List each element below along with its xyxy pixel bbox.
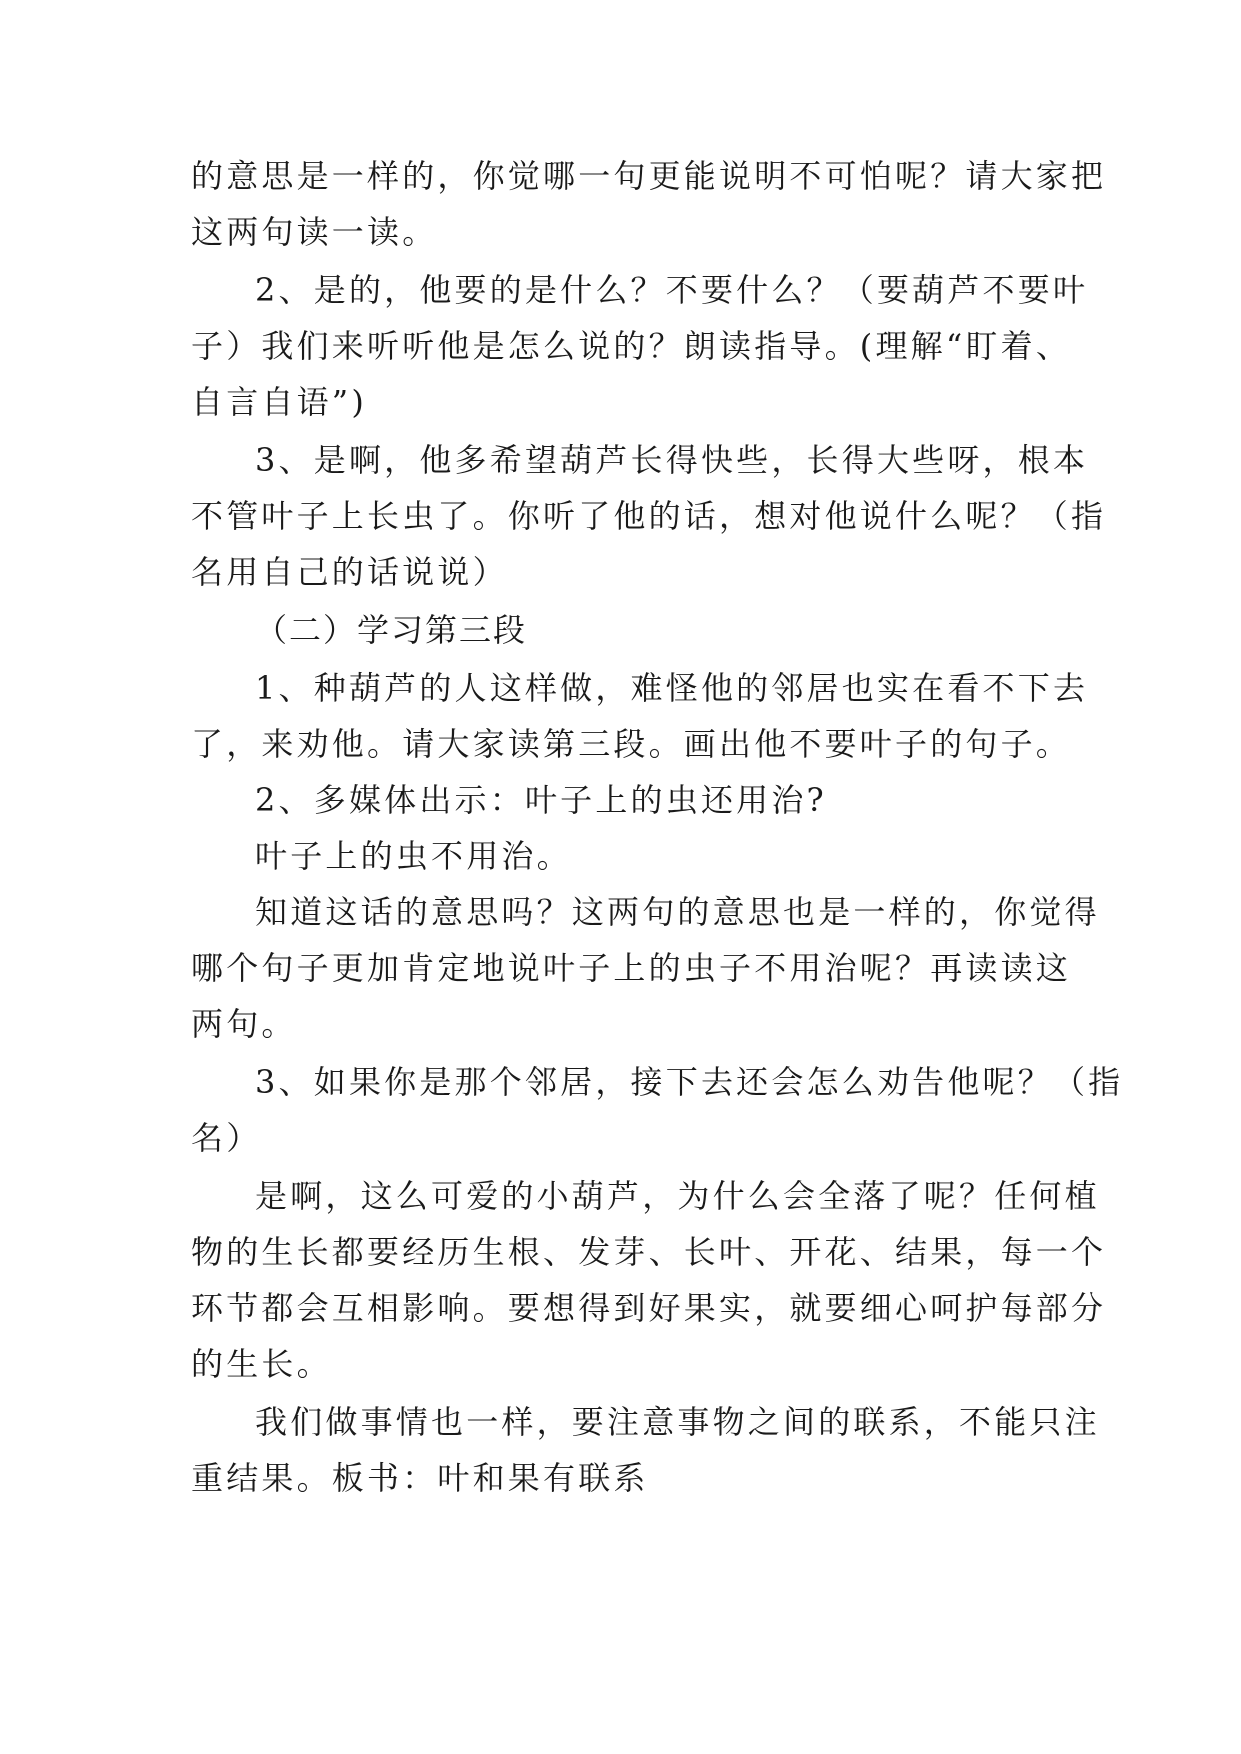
section-heading: （二）学习第三段 — [255, 611, 528, 649]
paragraph-summary-line-3: 环节都会互相影响。要想得到好果实，就要细心呵护每部分 — [191, 1289, 1107, 1327]
paragraph-conclusion-line-2: 重结果。板书：叶和果有联系 — [191, 1459, 649, 1497]
paragraph-meaning-line-3: 两句。 — [191, 1005, 297, 1043]
paragraph-item-3-line-1: 3、是啊，他多希望葫芦长得快些，长得大些呀，根本 — [255, 441, 1089, 479]
paragraph-item-2-line-2: 子）我们来听听他是怎么说的？朗读指导。(理解“盯着、 — [191, 327, 1072, 365]
paragraph-summary-line-4: 的生长。 — [191, 1345, 332, 1383]
text-line-2: 这两句读一读。 — [191, 213, 438, 251]
text-line-1: 的意思是一样的，你觉哪一句更能说明不可怕呢？请大家把 — [191, 157, 1107, 195]
section-item-3-line-2: 名） — [191, 1119, 262, 1157]
section-item-1-line-2: 了，来劝他。请大家读第三段。画出他不要叶子的句子。 — [191, 725, 1072, 763]
paragraph-item-2-line-3: 自言自语”) — [191, 383, 368, 421]
section-item-3-line-1: 3、如果你是那个邻居，接下去还会怎么劝告他呢？（指 — [255, 1063, 1124, 1101]
paragraph-item-3-line-3: 名用自己的话说说） — [191, 553, 508, 591]
paragraph-item-2-line-1: 2、是的，他要的是什么？不要什么？（要葫芦不要叶 — [255, 271, 1089, 309]
section-item-2-line-1: 2、多媒体出示：叶子上的虫还用治? — [255, 781, 827, 819]
paragraph-conclusion-line-1: 我们做事情也一样，要注意事物之间的联系，不能只注 — [255, 1403, 1100, 1441]
paragraph-meaning-line-1: 知道这话的意思吗？这两句的意思也是一样的，你觉得 — [255, 893, 1100, 931]
section-item-2-line-2: 叶子上的虫不用治。 — [255, 837, 572, 875]
paragraph-item-3-line-2: 不管叶子上长虫了。你听了他的话，想对他说什么呢？（指 — [191, 497, 1107, 535]
paragraph-summary-line-2: 物的生长都要经历生根、发芽、长叶、开花、结果，每一个 — [191, 1233, 1107, 1271]
paragraph-meaning-line-2: 哪个句子更加肯定地说叶子上的虫子不用治呢？再读读这 — [191, 949, 1072, 987]
paragraph-summary-line-1: 是啊，这么可爱的小葫芦，为什么会全落了呢？任何植 — [255, 1177, 1100, 1215]
section-item-1-line-1: 1、种葫芦的人这样做，难怪他的邻居也实在看不下去 — [255, 669, 1089, 707]
